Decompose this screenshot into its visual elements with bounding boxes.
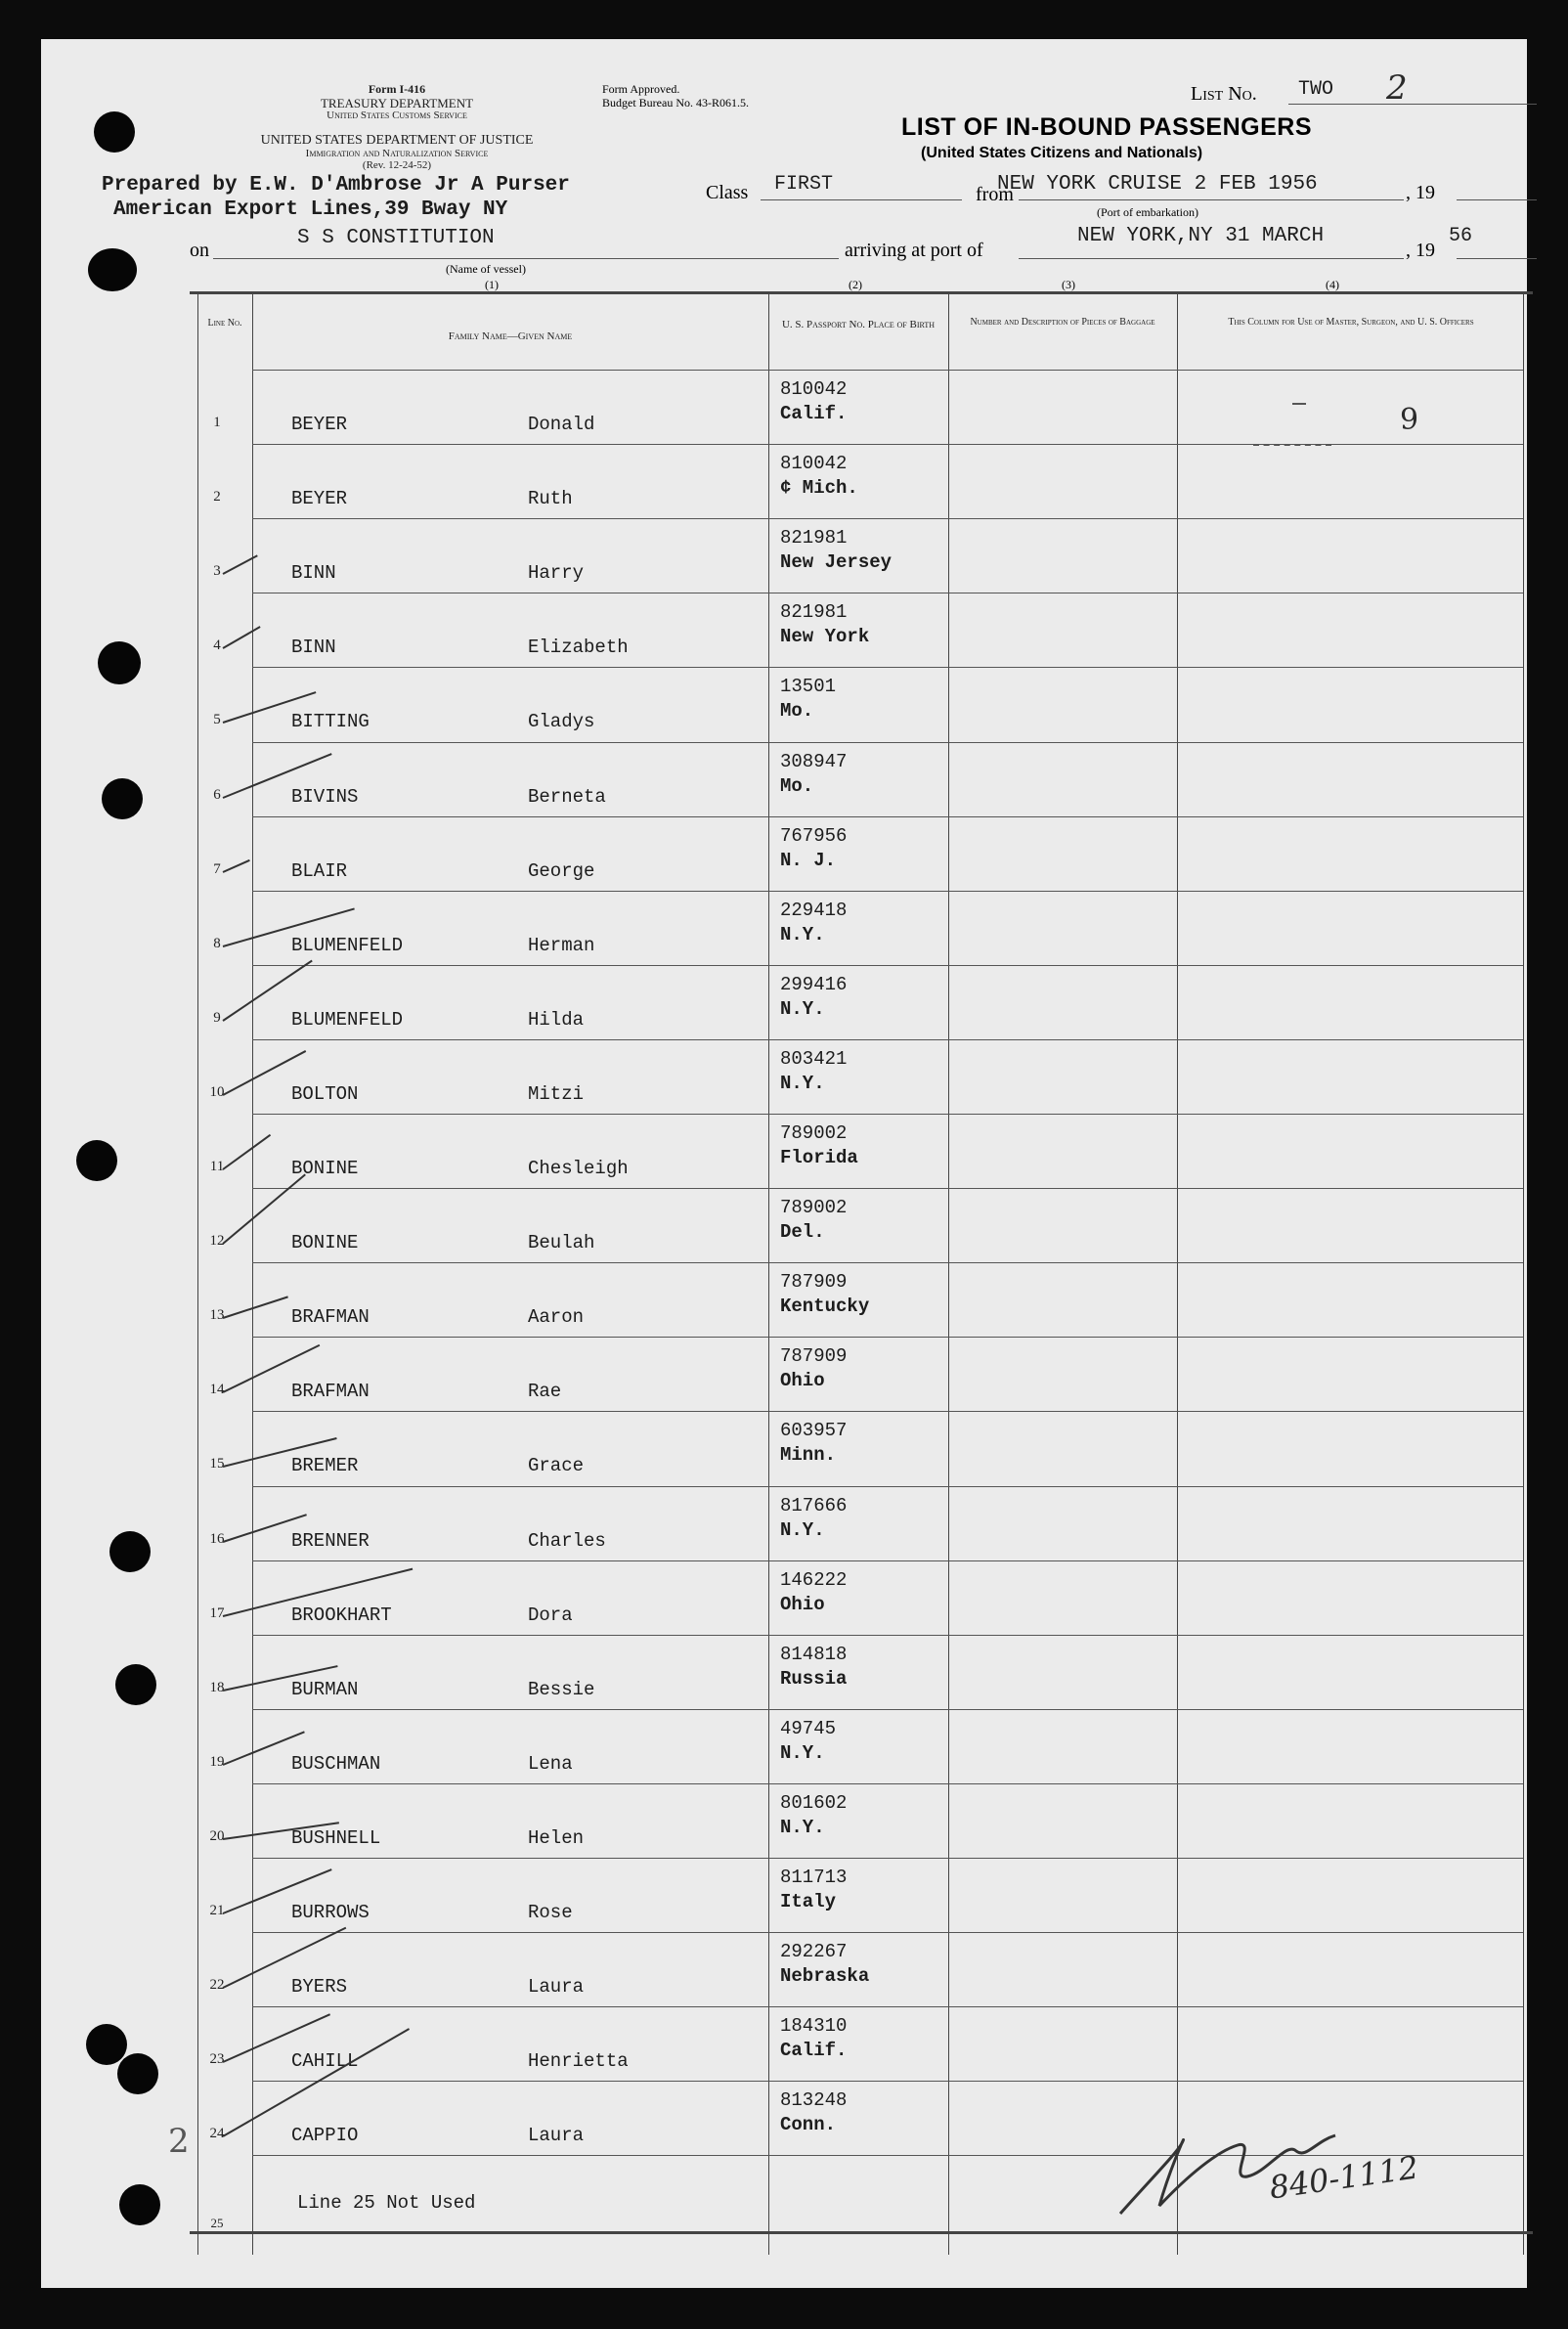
row-passport-no: 811713 <box>780 1867 848 1888</box>
row-passport-no: 13501 <box>780 676 837 698</box>
row-given-name: Elizabeth <box>528 637 629 659</box>
row-line-number: 9 <box>213 1009 221 1026</box>
row-rule <box>252 1709 1523 1710</box>
row-family-name: BITTING <box>291 711 370 733</box>
punch-hole <box>86 2024 127 2065</box>
row-line-number: 17 <box>209 1604 225 1621</box>
col3-number: (3) <box>1062 278 1075 291</box>
row-birthplace: N.Y. <box>780 1816 825 1838</box>
row-line-number: 8 <box>213 935 221 951</box>
row-line-number: 24 <box>209 2126 225 2142</box>
row-passport-no: 308947 <box>780 750 848 772</box>
row-rule <box>252 1932 1523 1933</box>
table-left-rule <box>197 291 198 2255</box>
list-no-typed: TWO <box>1298 78 1334 101</box>
row-given-name: Gladys <box>528 711 595 733</box>
punch-hole <box>102 778 143 819</box>
row-given-name: Bessie <box>528 1678 595 1700</box>
lineno-rule <box>252 291 253 2255</box>
row-family-name: BEYER <box>291 414 348 435</box>
list-no-label: List No. <box>1191 83 1257 105</box>
row-birthplace: New York <box>780 626 870 648</box>
row-rule <box>252 1635 1523 1636</box>
row-passport-no: 821981 <box>780 527 848 549</box>
row-rule <box>252 816 1523 817</box>
row-given-name: Berneta <box>528 785 606 808</box>
row-line-number: 7 <box>213 860 221 877</box>
row-rule <box>252 1337 1523 1338</box>
from-value: NEW YORK CRUISE 2 FEB 1956 <box>997 173 1318 196</box>
margin-mark: 2 <box>168 2122 190 2161</box>
row-family-name: BEYER <box>291 488 348 510</box>
row-line-number: 14 <box>209 1382 225 1398</box>
row-rule <box>252 891 1523 892</box>
year-prefix-1: , 19 <box>1406 182 1435 203</box>
punch-hole <box>88 248 137 291</box>
row-given-name: Chesleigh <box>528 1158 629 1179</box>
arrival-year: 56 <box>1449 225 1473 247</box>
row-rule <box>252 518 1523 519</box>
row-family-name: BUSHNELL <box>291 1826 381 1849</box>
header-name: Family Name—Given Name <box>448 330 573 342</box>
row-line-number: 22 <box>209 1977 225 1994</box>
budget-bureau: Budget Bureau No. 43-R061.5. <box>602 96 749 110</box>
arriving-underline <box>1019 258 1404 259</box>
row-line-number: 11 <box>209 1159 225 1174</box>
row-given-name: Ruth <box>528 488 573 510</box>
row-family-name: BURROWS <box>291 1902 370 1923</box>
row-rule <box>252 1783 1523 1784</box>
form-subtitle: (United States Citizens and Nationals) <box>921 145 1203 161</box>
row-line-number: 16 <box>209 1530 225 1547</box>
row-family-name: BINN <box>291 562 336 585</box>
row-line-number: 12 <box>209 1233 225 1250</box>
row-passport-no: 299416 <box>780 973 848 995</box>
signature-stroke <box>1120 2135 1335 2214</box>
table-top-rule <box>190 291 1533 294</box>
signature-numbers: 840-1112 <box>1267 2148 1421 2207</box>
row-family-name: BINN <box>291 637 336 659</box>
row-line-number: 19 <box>209 1753 225 1770</box>
row-family-name: BRAFMAN <box>291 1381 370 1403</box>
row-family-name: BRENNER <box>291 1529 370 1552</box>
row-given-name: Henrietta <box>528 2050 629 2073</box>
row-passport-no: 813248 <box>780 2089 848 2112</box>
col4-number: (4) <box>1326 278 1339 291</box>
year-prefix-2: , 19 <box>1406 240 1435 261</box>
punch-hole <box>117 2053 158 2094</box>
row-birthplace: Calif. <box>780 403 848 424</box>
row-birthplace: New Jersey <box>780 551 893 574</box>
checkmark-stroke <box>223 2028 411 2137</box>
row-line-number: 5 <box>213 712 221 728</box>
row-line-number: 18 <box>209 1679 225 1695</box>
row-birthplace: ¢ Mich. <box>780 477 858 500</box>
row-rule <box>252 1486 1523 1487</box>
row-given-name: Rose <box>528 1902 573 1923</box>
row-rule <box>252 1858 1523 1859</box>
row-family-name: BREMER <box>291 1455 359 1477</box>
row-line-number: 15 <box>209 1456 225 1472</box>
row-birthplace: Ohio <box>780 1370 825 1392</box>
row-birthplace: Russia <box>780 1667 848 1690</box>
officer-mark-dash-2 <box>1253 444 1331 446</box>
row-given-name: Donald <box>528 414 595 435</box>
row-birthplace: Minn. <box>780 1444 837 1467</box>
row-rule <box>252 1114 1523 1115</box>
row-rule <box>252 742 1523 743</box>
row-given-name: Laura <box>528 2125 585 2147</box>
year1-underline <box>1457 199 1537 200</box>
row-given-name: Hilda <box>528 1008 585 1031</box>
row-given-name: Rae <box>528 1381 562 1403</box>
vessel-underline <box>213 258 839 259</box>
row-birthplace: N.Y. <box>780 1518 825 1541</box>
row-birthplace: Kentucky <box>780 1296 870 1318</box>
class-value: FIRST <box>774 173 834 196</box>
row-given-name: Laura <box>528 1976 585 1999</box>
row-birthplace: N.Y. <box>780 923 825 945</box>
row-family-name: BIVINS <box>291 785 359 808</box>
row-family-name: BLAIR <box>291 859 348 882</box>
ins-line: Immigration and Naturalization Service <box>305 148 489 159</box>
row-family-name: BURMAN <box>291 1678 359 1700</box>
row-family-name: BONINE <box>291 1232 359 1254</box>
row-birthplace: Mo. <box>780 700 814 723</box>
row-given-name: Lena <box>528 1752 573 1775</box>
header-baggage: Number and Description of Pieces of Baggage <box>970 317 1155 328</box>
row-line-number: 10 <box>209 1083 225 1100</box>
header-line-no: Line No. <box>207 318 242 329</box>
row-rule <box>252 2006 1523 2007</box>
col2-number: (2) <box>849 278 862 291</box>
last-row-line-number: 25 <box>210 2216 224 2230</box>
row-passport-no: 821981 <box>780 601 848 624</box>
row-line-number: 21 <box>209 1903 225 1918</box>
row-family-name: BROOKHART <box>291 1604 392 1626</box>
row-family-name: BRAFMAN <box>291 1306 370 1329</box>
revision: (Rev. 12-24-52) <box>362 159 432 171</box>
officer-mark: 9 <box>1400 403 1419 437</box>
port-caption: (Port of embarkation) <box>1097 205 1198 219</box>
checkmark-stroke <box>222 1134 271 1170</box>
customs-service: United States Customs Service <box>327 110 467 121</box>
row-given-name: Helen <box>528 1826 585 1849</box>
header-bottom-rule <box>252 370 1523 371</box>
vessel-name: S S CONSTITUTION <box>297 227 495 249</box>
row-passport-no: 803421 <box>780 1047 848 1070</box>
officer-mark-dash <box>1292 403 1306 405</box>
row-family-name: BONINE <box>291 1158 359 1179</box>
row-family-name: BLUMENFELD <box>291 934 404 956</box>
on-label: on <box>190 240 209 261</box>
row-line-number: 23 <box>209 2051 225 2068</box>
form-number: Form I-416 <box>368 82 426 96</box>
row-family-name: BYERS <box>291 1976 348 1999</box>
year2-underline <box>1457 258 1537 259</box>
row-passport-no: 810042 <box>780 378 848 400</box>
row-passport-no: 184310 <box>780 2015 848 2038</box>
treasury-dept: TREASURY DEPARTMENT <box>320 96 474 110</box>
punch-hole <box>94 111 135 153</box>
line-25-note: Line 25 Not Used <box>297 2192 476 2214</box>
row-rule <box>252 1262 1523 1263</box>
passport-rule <box>948 291 949 2255</box>
row-given-name: Dora <box>528 1604 573 1626</box>
row-birthplace: Conn. <box>780 2114 837 2136</box>
row-given-name: Aaron <box>528 1306 585 1329</box>
table-bottom-rule <box>190 2231 1533 2234</box>
row-given-name: Herman <box>528 934 595 956</box>
row-family-name: BOLTON <box>291 1082 359 1105</box>
row-family-name: CAHILL <box>291 2050 359 2073</box>
name-rule <box>768 291 769 2255</box>
row-birthplace: Del. <box>780 1221 825 1244</box>
row-rule <box>252 667 1523 668</box>
row-birthplace: N. J. <box>780 849 837 871</box>
prepared-by: Prepared by E.W. D'Ambrose Jr A Purser <box>102 174 570 197</box>
row-birthplace: Florida <box>780 1147 858 1168</box>
doj-line: UNITED STATES DEPARTMENT OF JUSTICE <box>260 133 534 148</box>
row-birthplace: Mo. <box>780 774 814 797</box>
row-line-number: 2 <box>213 489 221 505</box>
punch-hole <box>109 1531 151 1572</box>
row-rule <box>252 1411 1523 1412</box>
list-no-underline <box>1288 104 1537 105</box>
header-passport: U. S. Passport No. Place of Birth <box>781 319 936 330</box>
row-rule <box>252 1188 1523 1189</box>
row-passport-no: 292267 <box>780 1941 848 1963</box>
row-passport-no: 810042 <box>780 453 848 475</box>
arriving-label: arriving at port of <box>845 240 983 261</box>
row-family-name: BUSCHMAN <box>291 1752 381 1775</box>
table-right-rule <box>1523 291 1524 2255</box>
row-rule <box>252 1560 1523 1561</box>
row-line-number: 13 <box>209 1307 225 1324</box>
row-given-name: Charles <box>528 1529 606 1552</box>
class-underline <box>761 199 962 200</box>
class-label: Class <box>706 182 749 203</box>
row-line-number: 3 <box>213 563 221 580</box>
from-underline <box>1019 199 1404 200</box>
punch-hole <box>98 641 141 684</box>
form-title: LIST OF IN-BOUND PASSENGERS <box>901 113 1313 141</box>
row-birthplace: N.Y. <box>780 1072 825 1094</box>
row-family-name: BLUMENFELD <box>291 1008 404 1031</box>
list-no-handwritten: 2 <box>1386 68 1408 108</box>
row-line-number: 6 <box>213 786 221 803</box>
form-approved: Form Approved. <box>602 82 680 96</box>
row-given-name: George <box>528 859 595 882</box>
vessel-caption: (Name of vessel) <box>446 262 526 276</box>
row-family-name: CAPPIO <box>291 2125 359 2147</box>
row-passport-no: 229418 <box>780 899 848 921</box>
header-officers: This Column for Use of Master, Surgeon, and U. S. Officers <box>1228 317 1474 328</box>
row-birthplace: Calif. <box>780 2040 848 2062</box>
row-line-number: 20 <box>209 1827 225 1844</box>
signature-scrawl <box>1111 2112 1365 2229</box>
row-given-name: Mitzi <box>528 1082 585 1105</box>
row-given-name: Harry <box>528 562 585 585</box>
document-page <box>41 39 1527 2288</box>
row-passport-no: 603957 <box>780 1420 848 1442</box>
row-line-number: 4 <box>213 637 221 654</box>
row-birthplace: N.Y. <box>780 997 825 1020</box>
row-line-number: 1 <box>213 415 221 430</box>
row-rule <box>252 965 1523 966</box>
punch-hole <box>115 1664 156 1705</box>
row-birthplace: Ohio <box>780 1593 825 1615</box>
col1-number: (1) <box>485 278 499 291</box>
row-passport-no: 801602 <box>780 1791 848 1814</box>
row-passport-no: 787909 <box>780 1271 848 1294</box>
row-given-name: Beulah <box>528 1232 595 1254</box>
row-rule <box>252 1039 1523 1040</box>
arriving-value: NEW YORK,NY 31 MARCH <box>1077 225 1325 247</box>
row-passport-no: 817666 <box>780 1494 848 1516</box>
row-birthplace: Nebraska <box>780 1965 870 1988</box>
row-birthplace: Italy <box>780 1891 837 1912</box>
row-given-name: Grace <box>528 1455 585 1477</box>
baggage-rule <box>1177 291 1178 2255</box>
row-rule <box>252 2081 1523 2082</box>
row-rule <box>252 444 1523 445</box>
punch-hole <box>119 2184 160 2225</box>
row-birthplace: N.Y. <box>780 1741 825 1764</box>
from-label: from <box>976 184 1014 205</box>
row-passport-no: 814818 <box>780 1643 848 1665</box>
row-passport-no: 787909 <box>780 1345 848 1368</box>
row-passport-no: 49745 <box>780 1717 837 1739</box>
row-passport-no: 146222 <box>780 1568 848 1591</box>
row-passport-no: 789002 <box>780 1122 848 1144</box>
company-line: American Export Lines,39 Bway NY <box>113 198 508 221</box>
punch-hole <box>76 1140 117 1181</box>
row-passport-no: 789002 <box>780 1197 848 1219</box>
row-passport-no: 767956 <box>780 824 848 847</box>
